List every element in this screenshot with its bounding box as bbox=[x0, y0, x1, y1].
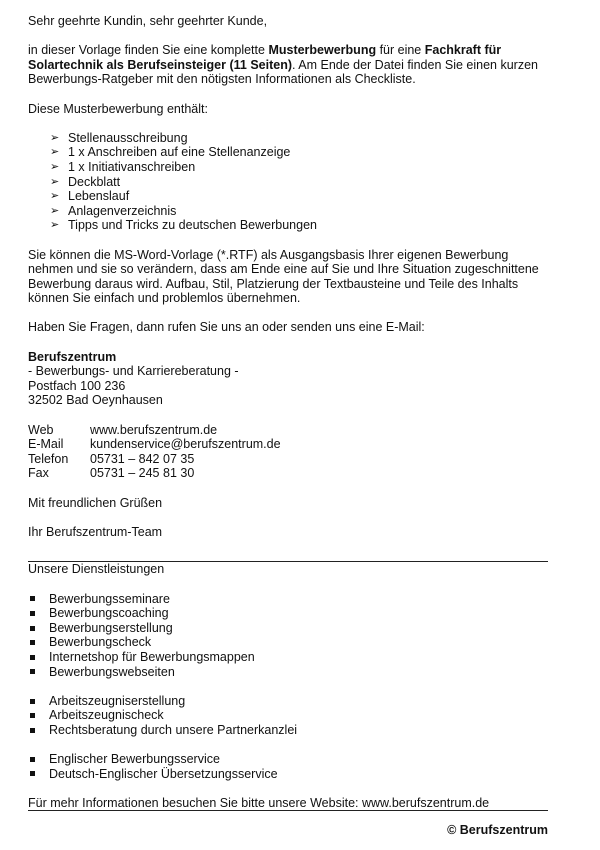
contact-row-web: Web www.berufszentrum.de bbox=[28, 422, 218, 437]
square-bullet-icon bbox=[30, 699, 35, 704]
square-bullet-icon bbox=[30, 655, 35, 660]
square-bullet-icon bbox=[30, 626, 35, 631]
list-item: ➢ 1 x Anschreiben auf eine Stellenanzeige bbox=[50, 145, 291, 160]
square-bullet-icon bbox=[30, 728, 35, 733]
web-link[interactable]: www.berufszentrum.de bbox=[90, 422, 218, 437]
square-bullet-icon bbox=[30, 640, 35, 645]
postbox: Postfach 100 236 bbox=[28, 378, 126, 393]
list-item: ➢ Stellenausschreibung bbox=[50, 130, 188, 145]
square-bullet-icon bbox=[30, 757, 35, 762]
list-item: Bewerbungscheck bbox=[30, 635, 548, 650]
arrow-bullet-icon: ➢ bbox=[50, 190, 60, 203]
questions-line: Haben Sie Fragen, dann rufen Sie uns an oder senden uns eine E-Mail: bbox=[28, 320, 425, 335]
contents-heading: Diese Musterbewerbung enthält: bbox=[28, 101, 208, 116]
greeting: Sehr geehrte Kundin, sehr geehrter Kunde, bbox=[28, 14, 268, 28]
list-item: ➢ Tipps und Tricks zu deutschen Bewerbungen bbox=[50, 218, 317, 233]
contact-row-email: E-Mail kundenservice@berufszentrum.de bbox=[28, 437, 281, 452]
list-item: ➢ Anlagenverzeichnis bbox=[50, 203, 177, 218]
arrow-bullet-icon: ➢ bbox=[50, 131, 60, 144]
services-list bbox=[28, 592, 548, 680]
closing: Mit freundlichen Grüßen bbox=[28, 495, 163, 510]
email-link[interactable]: kundenservice@berufszentrum.de bbox=[90, 437, 281, 452]
arrow-bullet-icon: ➢ bbox=[50, 204, 60, 217]
square-bullet-icon bbox=[30, 771, 35, 776]
usage-paragraph: Sie können die MS-Word-Vorlage (*.RTF) als Ausgangsbasis Ihrer eigenen Bewerbung nehmen und sie so verändern, dass am Ende eine auf Sie und Ihre Situation zugeschnittene Bewerbung daraus wird. Aufbau, Stil, Platzierung der Textbausteine und Teile des Inhalts können Sie einfach und problemlos übernehmen. bbox=[28, 247, 539, 306]
more-info-line: Für mehr Informationen besuchen Sie bitte unsere Website: www.berufszentrum.de bbox=[28, 795, 490, 810]
list-item: Bewerbungserstellung bbox=[30, 621, 548, 636]
list-item: ➢ 1 x Initiativanschreiben bbox=[50, 159, 196, 174]
company-subtitle: - Bewerbungs- und Karriereberatung - bbox=[28, 364, 239, 379]
arrow-bullet-icon: ➢ bbox=[50, 175, 60, 188]
company-name: Berufszentrum bbox=[28, 349, 117, 364]
services-list bbox=[28, 694, 548, 738]
square-bullet-icon bbox=[30, 596, 35, 601]
document-page bbox=[28, 14, 548, 838]
city: 32502 Bad Oeynhausen bbox=[28, 393, 163, 408]
list-item: Arbeitszeugniserstellung bbox=[30, 694, 548, 709]
services-list bbox=[28, 752, 548, 781]
list-item: Bewerbungscoaching bbox=[30, 606, 548, 621]
list-item: Arbeitszeugnischeck bbox=[30, 708, 548, 723]
list-item: Rechtsberatung durch unsere Partnerkanzlei bbox=[30, 723, 548, 738]
copyright: © Berufszentrum bbox=[447, 823, 548, 838]
services-heading: Unsere Dienstleistungen bbox=[28, 562, 165, 577]
intro-paragraph: in dieser Vorlage finden Sie eine komplette Musterbewerbung für eine Fachkraft für Solartechnik als Berufseinsteiger (11 Seiten). Am Ende der Datei finden Sie einen kurzen Bewerbungs-Ratgeber mit den nötigsten Informationen als Checkliste. bbox=[28, 43, 538, 87]
address-block bbox=[28, 350, 548, 408]
square-bullet-icon bbox=[30, 713, 35, 718]
contact-block bbox=[28, 423, 548, 481]
list-item: Bewerbungswebseiten bbox=[30, 665, 548, 680]
contents-list bbox=[28, 131, 548, 233]
list-item: ➢ Lebenslauf bbox=[50, 189, 130, 204]
arrow-bullet-icon: ➢ bbox=[50, 160, 60, 173]
signature: Ihr Berufszentrum-Team bbox=[28, 524, 163, 539]
list-item: Deutsch-Englischer Übersetzungsservice bbox=[30, 767, 548, 782]
list-item: Englischer Bewerbungsservice bbox=[30, 752, 548, 767]
list-item: Bewerbungsseminare bbox=[30, 592, 548, 607]
arrow-bullet-icon: ➢ bbox=[50, 219, 60, 232]
list-item: Internetshop für Bewerbungsmappen bbox=[30, 650, 548, 665]
arrow-bullet-icon: ➢ bbox=[50, 146, 60, 159]
list-item: ➢ Deckblatt bbox=[50, 174, 121, 189]
square-bullet-icon bbox=[30, 611, 35, 616]
square-bullet-icon bbox=[30, 669, 35, 674]
contact-row-fax: Fax 05731 – 245 81 30 bbox=[28, 466, 195, 481]
contact-row-phone: Telefon 05731 – 842 07 35 bbox=[28, 451, 195, 466]
